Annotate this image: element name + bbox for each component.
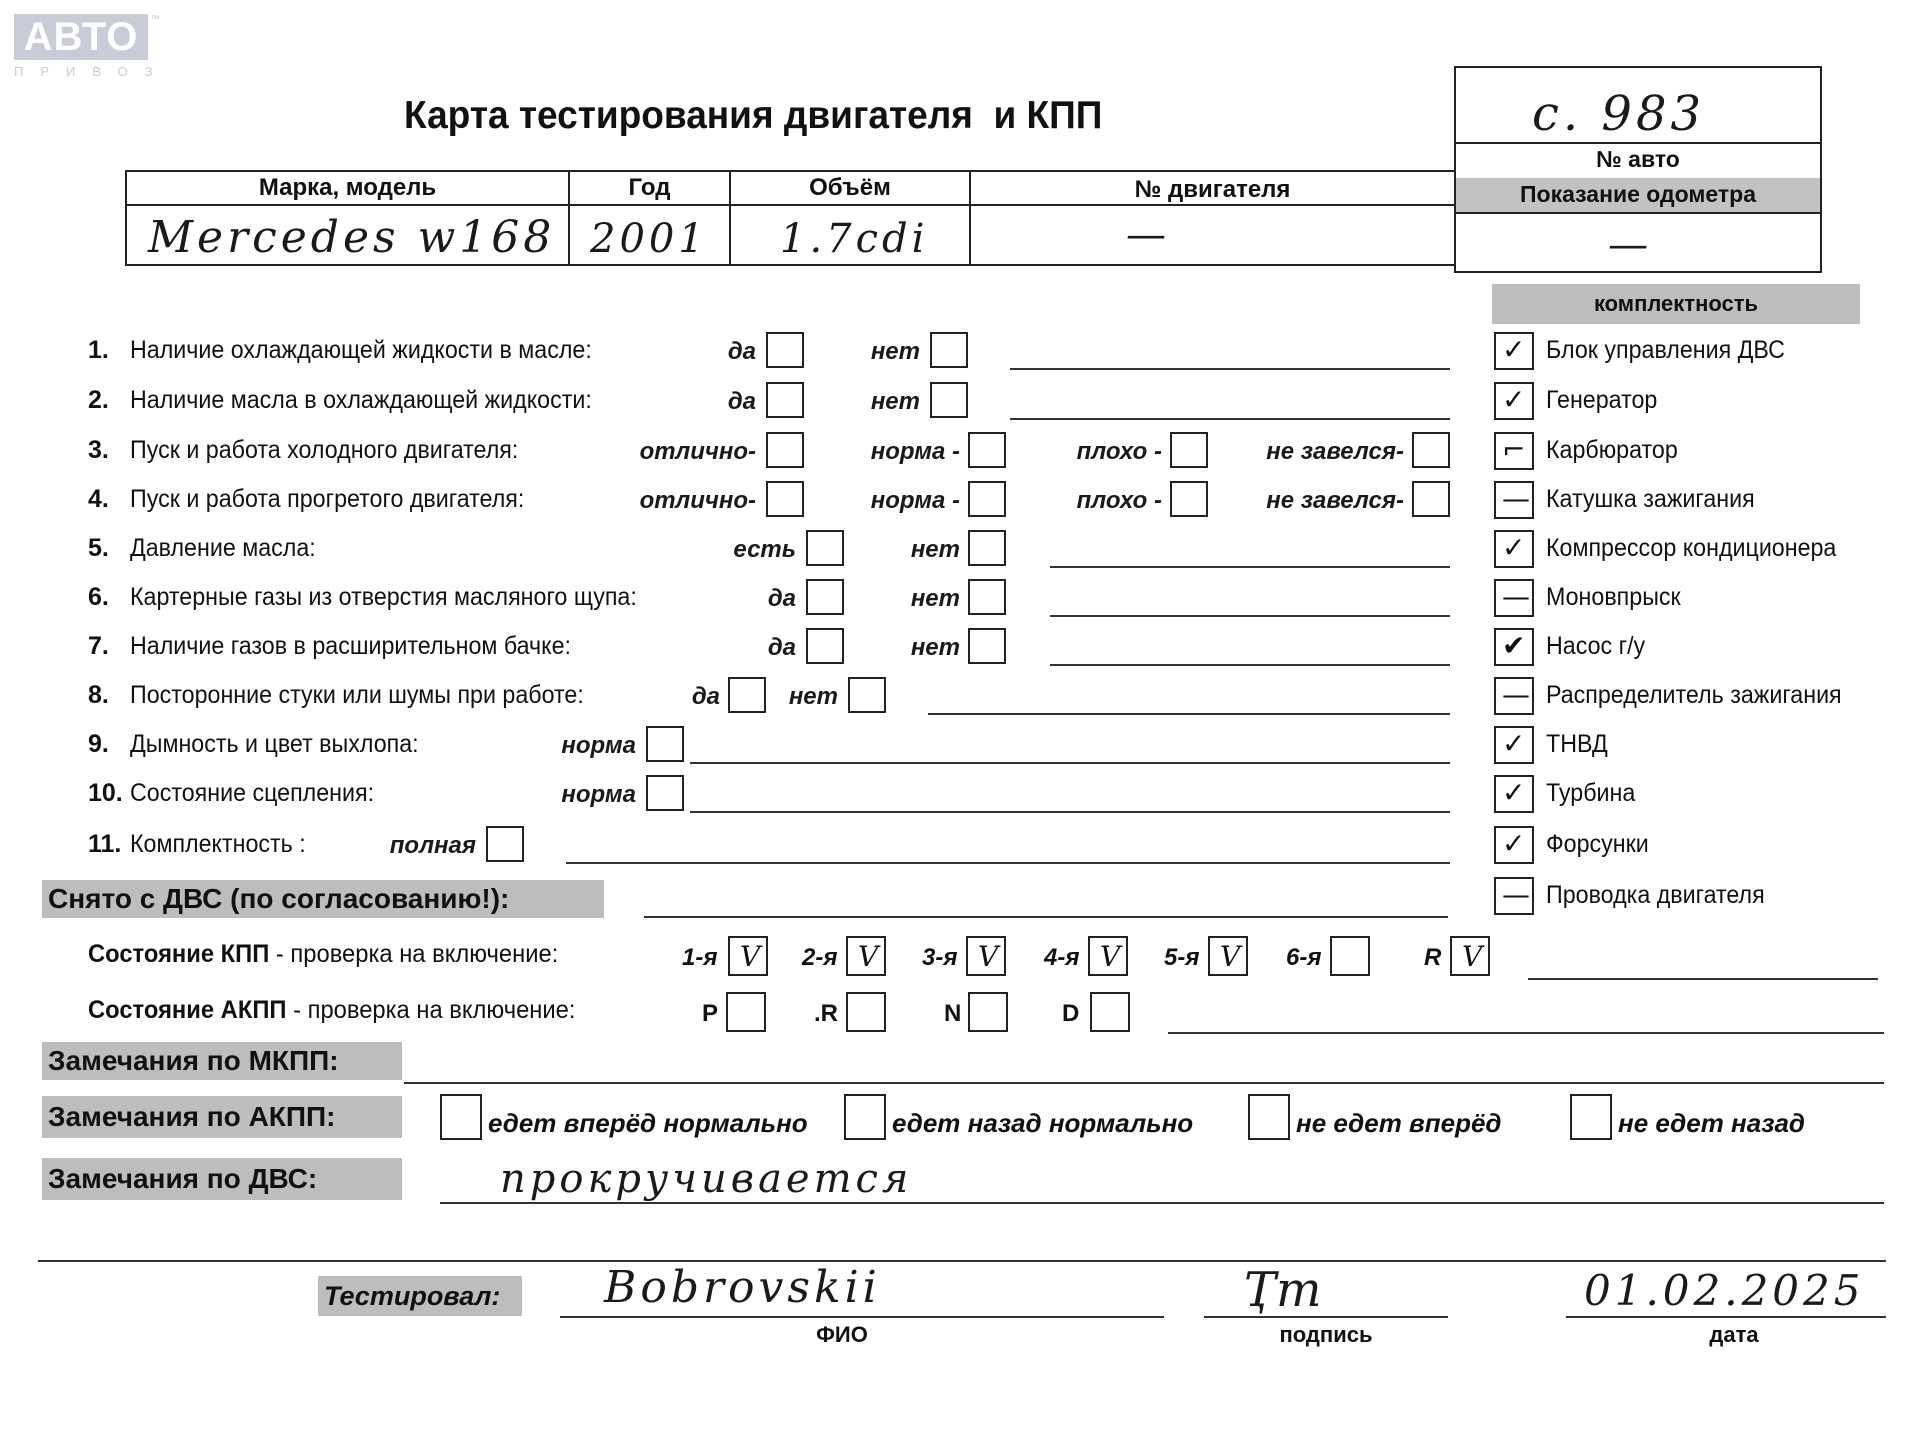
akpp-label-rest: - проверка на включение: <box>286 996 576 1024</box>
option-checkbox[interactable] <box>1170 481 1208 517</box>
kpp-gear-checkbox[interactable] <box>1450 936 1490 976</box>
footer-separator <box>38 1260 1886 1262</box>
akpp-line <box>1168 1032 1884 1034</box>
odometer-divider <box>1454 212 1822 214</box>
value-model: Mercedes w168 <box>148 212 556 263</box>
watermark-tm: ™ <box>150 14 160 25</box>
kpp-gear-label: R <box>1424 944 1442 971</box>
kpp-gear-checkmark: V <box>740 940 761 973</box>
kit-item-label: Турбина <box>1546 779 1636 807</box>
option-label: норма - <box>870 438 960 465</box>
kpp-gear-label: 5-я <box>1164 944 1200 971</box>
watermark-brand: АВТО <box>14 14 148 60</box>
car-number-label: № авто <box>1596 146 1680 172</box>
kit-checkmark: ✔ <box>1502 629 1526 662</box>
option-label: плохо - <box>1076 487 1162 514</box>
item-label: Наличие газов в расширительном бачке: <box>130 632 571 660</box>
kit-item-label: Моновпрыск <box>1546 583 1681 611</box>
item-number: 4. <box>88 485 109 513</box>
kit-checkbox[interactable] <box>1494 332 1534 370</box>
item-number: 3. <box>88 436 109 464</box>
option-checkbox[interactable] <box>646 726 684 762</box>
option-checkbox[interactable] <box>766 432 804 468</box>
tested-label <box>318 1276 522 1316</box>
option-checkbox[interactable] <box>1412 481 1450 517</box>
option-label: да <box>767 585 796 612</box>
item-answer-line <box>690 811 1450 813</box>
item-number: 8. <box>88 681 109 709</box>
akpp-remark-checkbox[interactable] <box>1248 1094 1290 1140</box>
car-number-divider <box>1454 142 1822 144</box>
option-label: да <box>727 388 756 415</box>
option-label: нет <box>910 536 960 563</box>
kit-checkmark: ✓ <box>1502 383 1526 416</box>
remarks-akpp-label <box>42 1096 402 1138</box>
option-label: да <box>727 338 756 365</box>
option-label: нет <box>870 338 920 365</box>
date-line <box>1566 1316 1886 1318</box>
option-label: отлично- <box>639 487 756 514</box>
item-answer-line <box>1010 418 1450 420</box>
kit-checkmark: — <box>1502 482 1530 515</box>
kpp-gear-label: 2-я <box>802 944 838 971</box>
option-checkbox[interactable] <box>806 628 844 664</box>
akpp-gear-label: P <box>702 1000 719 1027</box>
kit-item-label: Генератор <box>1546 386 1658 414</box>
item-label: Давление масла: <box>130 534 316 562</box>
kit-item-label: ТНВД <box>1546 730 1608 758</box>
kpp-gear-checkbox[interactable] <box>966 936 1006 976</box>
kpp-gear-checkmark: V <box>858 940 879 973</box>
kpp-gear-checkmark: V <box>1462 940 1483 973</box>
kit-checkbox[interactable] <box>1494 530 1534 568</box>
option-checkbox[interactable] <box>766 332 804 368</box>
removed-label-text: Снято с ДВС (по согласованию!): <box>48 883 510 914</box>
removed-label <box>42 880 604 918</box>
item-label: Состояние сцепления: <box>130 779 375 807</box>
option-label: полная <box>389 832 476 859</box>
tester-name: Bobrovskii <box>604 1262 881 1313</box>
option-checkbox[interactable] <box>848 677 886 713</box>
kit-checkmark: ⌐ <box>1502 433 1526 466</box>
kit-item-label: Карбюратор <box>1546 436 1678 464</box>
signature-line <box>1204 1316 1448 1318</box>
option-label: норма - <box>870 487 960 514</box>
kit-header <box>1492 284 1860 324</box>
kit-checkmark: ✓ <box>1502 827 1526 860</box>
header-year: Год <box>628 174 671 201</box>
test-date: 01.02.2025 <box>1584 1266 1865 1315</box>
kit-checkbox[interactable] <box>1494 432 1534 470</box>
kit-checkmark: ✓ <box>1502 333 1526 366</box>
kit-checkbox[interactable] <box>1494 826 1534 864</box>
akpp-remark-checkbox[interactable] <box>844 1094 886 1140</box>
akpp-remark-label: не едет вперёд <box>1296 1108 1502 1138</box>
item-label: Пуск и работа холодного двигателя: <box>130 436 519 464</box>
signature: Ҭm <box>1244 1262 1322 1318</box>
option-checkbox[interactable] <box>968 481 1006 517</box>
vehicle-table-header-divider <box>125 204 1456 206</box>
kpp-gear-checkbox[interactable] <box>1330 936 1370 976</box>
option-label: нет <box>788 683 838 710</box>
car-number-value: с. 983 <box>1532 86 1706 142</box>
item-answer-line <box>1050 615 1450 617</box>
kit-item-label: Блок управления ДВС <box>1546 336 1785 364</box>
option-checkbox[interactable] <box>930 332 968 368</box>
option-label: норма <box>561 732 636 759</box>
option-label: нет <box>870 388 920 415</box>
kit-item-label: Проводка двигателя <box>1546 881 1765 909</box>
option-checkbox[interactable] <box>930 382 968 418</box>
kpp-label-bold: Состояние КПП <box>88 940 270 968</box>
name-line <box>560 1316 1164 1318</box>
kit-checkbox[interactable] <box>1494 382 1534 420</box>
akpp-gear-label: D <box>1062 1000 1080 1027</box>
kpp-gear-checkbox[interactable] <box>846 936 886 976</box>
remarks-engine-text: Замечания по ДВС: <box>48 1163 318 1194</box>
kpp-gear-checkbox[interactable] <box>1088 936 1128 976</box>
kit-item-label: Форсунки <box>1546 830 1649 858</box>
item-number: 10. <box>88 779 123 807</box>
item-answer-line <box>690 762 1450 764</box>
item-label: Комплектность : <box>130 830 306 858</box>
option-checkbox[interactable] <box>968 530 1006 566</box>
option-checkbox[interactable] <box>486 826 524 862</box>
akpp-gear-checkbox[interactable] <box>1090 992 1130 1032</box>
kit-checkmark: — <box>1502 678 1530 711</box>
kit-checkmark: ✓ <box>1502 531 1526 564</box>
remarks-engine-line <box>440 1202 1884 1204</box>
option-label: отлично- <box>639 438 756 465</box>
item-answer-line <box>1010 368 1450 370</box>
kpp-gear-checkbox[interactable] <box>728 936 768 976</box>
akpp-gear-checkbox[interactable] <box>968 992 1008 1032</box>
option-checkbox[interactable] <box>766 481 804 517</box>
option-label: норма <box>561 781 636 808</box>
item-label: Наличие масла в охлаждающей жидкости: <box>130 386 592 414</box>
kit-checkmark: ✓ <box>1502 776 1526 809</box>
option-checkbox[interactable] <box>646 775 684 811</box>
item-answer-line <box>566 862 1450 864</box>
watermark-sub: ПРИВОЗ <box>14 64 170 79</box>
option-checkbox[interactable] <box>968 579 1006 615</box>
akpp-label <box>88 996 575 1025</box>
removed-line <box>644 916 1448 918</box>
kpp-gear-label: 3-я <box>922 944 958 971</box>
kit-checkbox[interactable] <box>1494 726 1534 764</box>
kpp-gear-checkmark: V <box>978 940 999 973</box>
item-label: Картерные газы из отверстия масляного щупа: <box>130 583 637 611</box>
kpp-gear-label: 4-я <box>1044 944 1080 971</box>
akpp-remark-checkbox[interactable] <box>1570 1094 1612 1140</box>
item-number: 1. <box>88 336 109 364</box>
odometer-label: Показание одометра <box>1520 181 1756 207</box>
header-engine-no: № двигателя <box>1134 176 1291 203</box>
kpp-gear-checkmark: V <box>1220 940 1241 973</box>
value-volume: 1.7cdi <box>780 216 929 262</box>
kpp-gear-label: 1-я <box>682 944 718 971</box>
kit-checkbox[interactable] <box>1494 481 1534 519</box>
kit-checkmark: — <box>1502 580 1530 613</box>
akpp-label-bold: Состояние АКПП <box>88 996 287 1024</box>
option-checkbox[interactable] <box>806 530 844 566</box>
option-label: не завелся- <box>1266 487 1404 514</box>
option-checkbox[interactable] <box>728 677 766 713</box>
item-number: 9. <box>88 730 109 758</box>
option-label: да <box>767 634 796 661</box>
remarks-mkpp-line <box>404 1082 1884 1084</box>
option-label: не завелся- <box>1266 438 1404 465</box>
item-number: 6. <box>88 583 109 611</box>
option-checkbox[interactable] <box>968 432 1006 468</box>
kit-checkbox[interactable] <box>1494 677 1534 715</box>
option-checkbox[interactable] <box>1412 432 1450 468</box>
remarks-akpp-text: Замечания по АКПП: <box>48 1101 336 1132</box>
kpp-line <box>1528 978 1878 980</box>
akpp-gear-label: N <box>944 1000 962 1027</box>
kit-checkbox[interactable] <box>1494 877 1534 915</box>
kit-checkmark: ✓ <box>1502 727 1526 760</box>
akpp-remark-label: едет назад нормально <box>892 1108 1194 1138</box>
option-label: да <box>691 683 720 710</box>
kit-checkbox[interactable] <box>1494 775 1534 813</box>
option-label: плохо - <box>1076 438 1162 465</box>
kpp-gear-checkmark: V <box>1100 940 1121 973</box>
kpp-gear-checkbox[interactable] <box>1208 936 1248 976</box>
akpp-gear-checkbox[interactable] <box>726 992 766 1032</box>
option-label: нет <box>910 634 960 661</box>
kit-checkbox[interactable] <box>1494 628 1534 666</box>
date-caption: дата <box>1709 1322 1759 1347</box>
kit-header-label: комплектность <box>1593 291 1759 316</box>
item-label: Дымность и цвет выхлопа: <box>130 730 419 758</box>
remarks-mkpp-text: Замечания по МКПП: <box>48 1045 339 1076</box>
header-volume: Объём <box>809 174 891 201</box>
option-label: есть <box>733 536 796 563</box>
header-model: Марка, модель <box>258 174 437 201</box>
value-year: 2001 <box>590 216 708 262</box>
item-label: Пуск и работа прогретого двигателя: <box>130 485 525 513</box>
signature-caption: подпись <box>1279 1322 1373 1347</box>
item-label: Наличие охлаждающей жидкости в масле: <box>130 336 592 364</box>
kit-checkmark: — <box>1502 878 1530 911</box>
kit-item-label: Катушка зажигания <box>1546 485 1755 513</box>
item-answer-line <box>1050 566 1450 568</box>
akpp-remark-label: едет вперёд нормально <box>488 1108 808 1138</box>
item-number: 11. <box>88 830 122 858</box>
remarks-mkpp-label <box>42 1042 402 1080</box>
kpp-label-rest: - проверка на включение: <box>269 940 559 968</box>
kpp-label <box>88 940 558 969</box>
odometer-value: — <box>1608 222 1652 268</box>
option-checkbox[interactable] <box>1170 432 1208 468</box>
option-checkbox[interactable] <box>968 628 1006 664</box>
akpp-gear-checkbox[interactable] <box>846 992 886 1032</box>
option-checkbox[interactable] <box>766 382 804 418</box>
item-answer-line <box>928 713 1450 715</box>
kpp-gear-label: 6-я <box>1286 944 1322 971</box>
item-number: 5. <box>88 534 109 562</box>
name-caption: ФИО <box>816 1322 868 1347</box>
item-answer-line <box>1050 664 1450 666</box>
kit-item-label: Распределитель зажигания <box>1546 681 1842 709</box>
remarks-engine-label <box>42 1158 402 1200</box>
akpp-gear-label: .R <box>814 1000 838 1027</box>
item-number: 2. <box>88 386 109 414</box>
akpp-remark-label: не едет назад <box>1618 1108 1806 1138</box>
remarks-engine-value: прокручивается <box>500 1156 913 1202</box>
tested-label-text: Тестировал: <box>324 1280 501 1311</box>
value-engine-no: — <box>1126 212 1170 258</box>
watermark-logo <box>14 14 170 84</box>
kit-checkbox[interactable] <box>1494 579 1534 617</box>
page-title: Карта тестирования двигателя и КПП <box>404 94 1103 137</box>
item-number: 7. <box>88 632 109 660</box>
akpp-remark-checkbox[interactable] <box>440 1094 482 1140</box>
option-label: нет <box>910 585 960 612</box>
kit-item-label: Насос г/у <box>1546 632 1646 660</box>
item-label: Посторонние стуки или шумы при работе: <box>130 681 584 709</box>
kit-item-label: Компрессор кондиционера <box>1546 534 1837 562</box>
option-checkbox[interactable] <box>806 579 844 615</box>
